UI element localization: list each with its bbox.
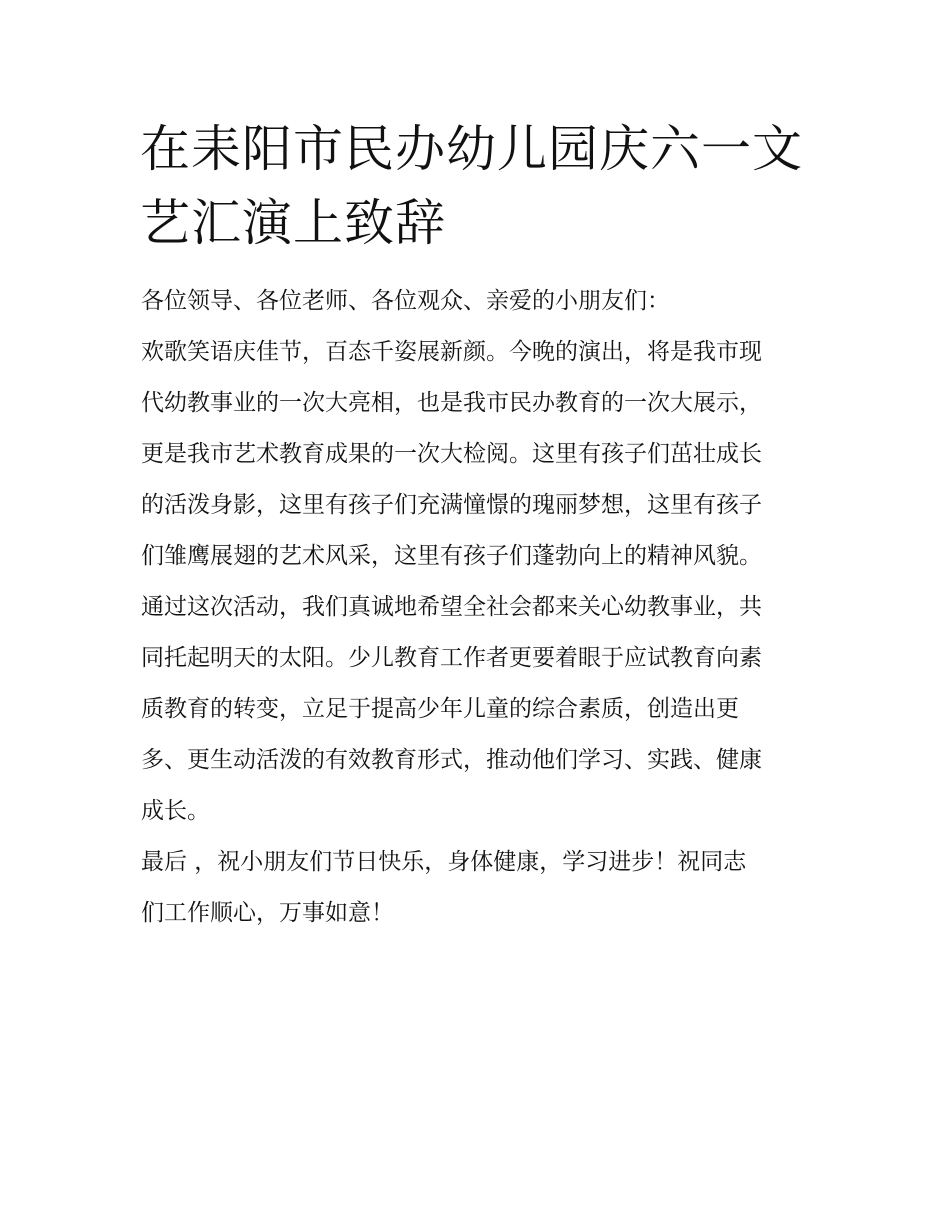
closing-line: 最后 ，祝小朋友们节日快乐，身体健康，学习进步！祝同志 [141,849,747,875]
body-text-line: 们雏鹰展翅的艺术风采，这里有孩子们蓬勃向上的精神风貌。 [141,543,762,569]
body-text-line: 的活泼身影，这里有孩子们充满憧憬的瑰丽梦想，这里有孩子 [141,492,762,518]
document-body [141,279,813,942]
salutation-line: 各位领导、各位老师、各位观众、亲爱的小朋友们： [141,288,670,314]
body-text-line: 通过这次活动，我们真诚地希望全社会都来关心幼教事业，共 [141,594,762,620]
body-text-line: 多、更生动活泼的有效教育形式，推动他们学习、实践、健康 [141,747,762,773]
body-text-line: 更是我市艺术教育成果的一次大检阅。这里有孩子们茁壮成长 [141,441,762,467]
body-text-line: 成长。 [141,798,210,824]
body-text-line: 代幼教事业的一次大亮相，也是我市民办教育的一次大展示， [141,390,762,416]
body-text-line: 欢歌笑语庆佳节，百态千姿展新颜。今晚的演出，将是我市现 [141,339,762,365]
title-line: 艺汇演上致辞 [140,194,446,252]
document-title [140,112,820,260]
closing-line: 们工作顺心，万事如意！ [141,900,394,926]
body-text-line: 质教育的转变，立足于提高少年儿童的综合素质，创造出更 [141,696,739,722]
body-text-line: 同托起明天的太阳。少儿教育工作者更要着眼于应试教育向素 [141,645,762,671]
title-line: 在耒阳市民办幼儿园庆六一文 [140,120,803,178]
